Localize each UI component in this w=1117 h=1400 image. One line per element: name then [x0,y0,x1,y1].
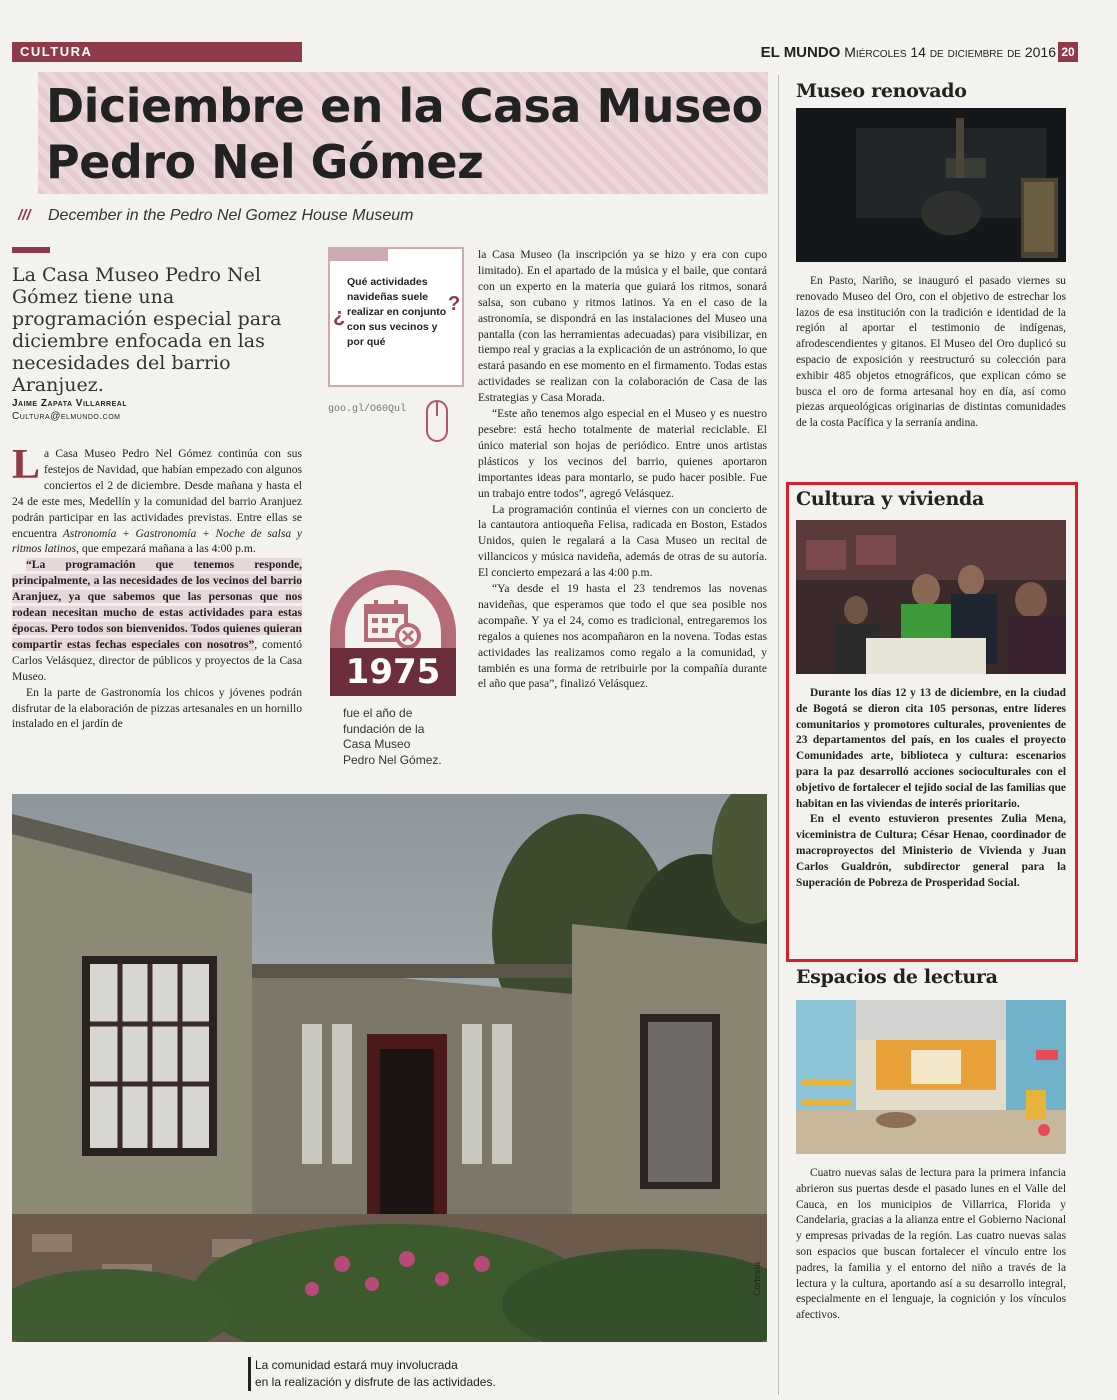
question-close-mark: ? [448,293,461,315]
espacios-lectura-text: Cuatro nuevas salas de lectura para la primera infancia abrieron sus puertas desde el pasado lunes en el Valle del Cauca, en los municipios de Villarrica, Florida y Candelaria, gracias a la alianza entre el Gobierno Nacional y empresas privadas de la región. Las cuatro nuevas salas son espacios que buscan fortalecer el vínculo entre los padres, la familia y el entorno del niño a través de la lectura y la cultura, aportando así a su desarrollo integral, especialmente en el lenguaje, la cognición y los vínculos afectivos. [796,1167,1066,1322]
photo-caption [248,1357,548,1391]
dropcap: L [12,442,41,488]
event-name: Astronomía + Gastronomía + Noche de salsa y ritmos latinos [12,526,302,556]
paragraph-1: a Casa Museo Pedro Nel Gómez continúa con sus festejos de Navidad, que habían empezado con algunos conciertos el 2 de diciembre. Desde mañana y hasta el 24 de este mes, Medellín y la comunidad del barrio Aranjuez podrán participar en las actividades previstas. Entre ellas se encuentra [12,447,302,540]
museo-renovado-text: En Pasto, Nariño, se inauguró el pasado viernes su renovado Museo del Oro, con el objetivo de estrechar los lazos de esa institución con la tradición e identidad de la región al aportar el testimonio de indígenas, afrodescendientes y gitanos. El Museo del Oro duplicó su espacio de exposición y reestructuró su colección para exhibir 485 objetos etnográficos, que explican cómo se busca el oro de forma artesanal hoy en día, así como piezas arqueológicas originarias de distintas comunidades de la costa Pacífica y la serranía andina. [796,275,1066,430]
paragraph-1-end: , que empezará mañana a las 4:00 p.m. [76,542,256,556]
badge-year: 1975 [330,648,456,696]
question-box-tab [328,247,388,261]
highlighted-quote: “La programación que tenemos responde, principalmente, a las necesidades de los vecinos del barrio Aranjuez, ya que sabemos que las personas que nos rodean necesitan mucho de estas actividades para estas épocas. Pero todos son bienvenidos. Todos quienes quieran compartir estas fechas especiales con nosotros” [12,558,302,651]
photo-credit: Cortesía [752,1261,762,1296]
article-column-3 [478,247,767,692]
photo-caption-line-2: en la realización y disfrute de las actividades. [255,1375,496,1389]
espacios-lectura-photo [796,1000,1066,1154]
mouse-wheel-icon [436,402,438,416]
newspaper-name: EL MUNDO [760,44,841,61]
house-museum-photo [12,794,767,1342]
photo-caption-line-1: La comunidad estará muy involucrada [255,1358,458,1372]
quote-attribution: , comentó Carlos Velásquez, director de públicos y proyectos de la Casa Museo. [12,637,302,683]
question-open-mark: ¿ [333,305,346,327]
issue-date: Miércoles 14 de diciembre de 2016 [844,44,1056,60]
cultura-vivienda-paragraph-1: Durante los días 12 y 13 de diciembre, en la ciudad de Bogotá se dieron cita 105 personas, entre líderes comunitarios y promotores culturales, provenientes de 23 departamentos del país, en los cuales el proyecto Comunidades arte, biblioteca y cultura: escenarios para la paz desarrolló acciones socioculturales con el objetivo de fortalecer el tejido social de las familias que habitan en las viviendas de interés prioritario. [796,687,1066,810]
col3-paragraph-4: “Ya desde el 19 hasta el 23 tendremos las novenas navideñas, que esperamos que todo el que sea posible nos acompañe. Y ya el 24, como es tradicional, entregaremos los regalos a quienes nos acompañaron en la novena. Todas estas actividades las realizamos como regalo a la comunidad, y también es una forma de retribuirle por la compañía durante el año que pasa”, finalizó Velásquez. [478,582,767,691]
section-tag: CULTURA [12,42,302,62]
paragraph-3: En la parte de Gastronomía los chicos y jóvenes podrán disfrutar de la elaboración de pizzas artesanales en un hornillo instalado en el jardín de [12,685,302,731]
cultura-vivienda-text [796,686,1066,891]
subtitle: December in the Pedro Nel Gomez House Museum [48,207,414,224]
question-link[interactable]: goo.gl/O60Qul [328,404,407,415]
col3-paragraph-1: la Casa Museo (la inscripción ya se hizo y era con cupo limitado). En el apartado de la música y el baile, que contará con un experto en la materia que guiará los ritmos, sonará salsa, son cubano y ritmos latinos. Ya en el caso de la astronomía, se dispondrá en las instalaciones del Museo una pantalla (con las herramientas adecuadas) para visibilizar, en tiempo real y gracias a la explicación de un astrónomo, lo que estará pasando en ese momento en el firmamento. Todas estas actividades se realizan con la colaboración de Casa de las Estrategias y Casa Morada. [478,248,767,405]
byline: Jaime Zapata Villarreal [12,398,128,409]
col3-paragraph-2: “Este año tenemos algo especial en el Museo y es nuestro pesebre: está hecho totalmente de material reciclable. El único material son hojas de periódico. Entre unos artistas plásticos y los vecinos del barrio, quienes aportaron importantes ideas para montarlo, se pudo hacer posible. Fue un trabajo entre todos”, agregó Velásquez. [478,407,767,500]
badge-caption: fue el año de fundación de la Casa Museo Pedro Nel Gómez. [343,706,442,767]
headline: Diciembre en la Casa Museo Pedro Nel Gómez [46,79,763,189]
byline-email[interactable]: Cultura@elmundo.com [12,411,121,422]
espacios-lectura-title: Espacios de lectura [796,966,998,988]
column-divider [778,75,779,1395]
question-text: Qué actividades navideñas suele realizar en conjunto con sus vecinos y por qué [347,276,447,348]
museo-renovado-photo [796,108,1066,262]
cultura-vivienda-title: Cultura y vivienda [796,488,984,510]
museo-renovado-title: Museo renovado [796,80,967,102]
calendar-icon [362,598,424,652]
article-column-1 [12,442,302,732]
masthead [720,42,1056,62]
lead-accent-bar [12,247,50,253]
lead-paragraph: La Casa Museo Pedro Nel Gómez tiene una programación especial para diciembre enfocada en las necesidades del barrio Aranjuez. [12,264,282,396]
col3-paragraph-3: La programación continúa el viernes con un concierto de la cantautora antioqueña Felisa, radicada en Boston, Estados Unidos, quien le regalará a la Casa Museo un recital de villancicos y música navideña, además de otras de su autoría. El concierto empezará a las 4:00 p.m. [478,502,767,580]
subtitle-marks: /// [18,207,31,224]
cultura-vivienda-paragraph-2: En el evento estuvieron presentes Zulia Mena, viceministra de Cultura; César Henao, coordinador de macroproyectos del Ministerio de Vivienda y Juan Carlos Gualdrón, subdirector general para la Superación de Pobreza de Prosperidad Social. [796,813,1066,889]
cultura-vivienda-photo [796,520,1066,674]
page-number: 20 [1058,42,1078,62]
